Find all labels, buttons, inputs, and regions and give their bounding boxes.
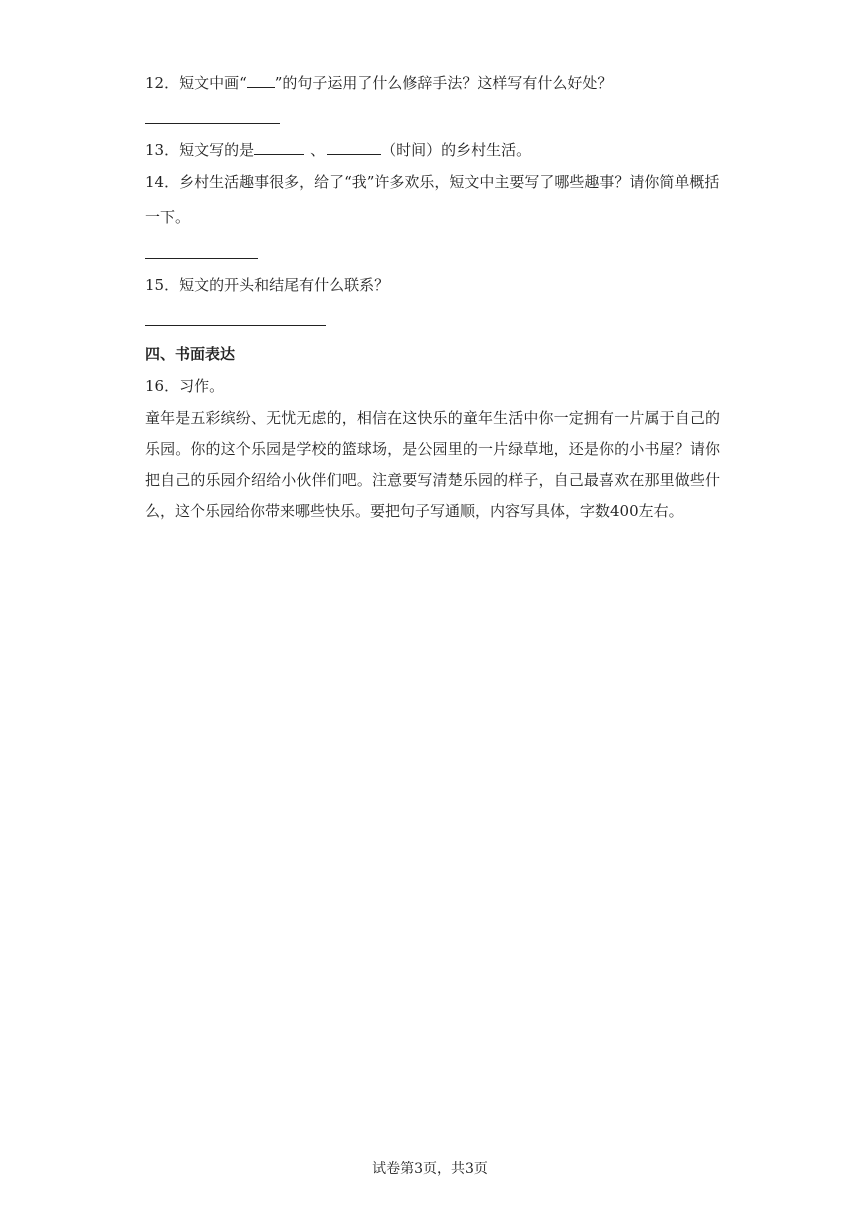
question-14-line-1: 14．乡村生活趣事很多，给了“我”许多欢乐，短文中主要写了哪些趣事？请你简单概括 <box>145 173 720 191</box>
section-title: 四、书面表达 <box>145 345 236 363</box>
answer-blank-2 <box>327 140 381 155</box>
question-13-suffix: （时间）的乡村生活。 <box>381 141 532 159</box>
question-13 <box>145 140 531 160</box>
question-14-line-2: 一下。 <box>145 208 191 226</box>
question-16-label: 16．习作。 <box>145 377 225 395</box>
underline-blank <box>247 73 275 88</box>
question-12-prefix: 12．短文中画“ <box>145 74 247 92</box>
answer-line-15 <box>145 325 326 326</box>
page-number-footer: 试卷第3页，共3页 <box>372 1161 488 1177</box>
question-13-middle: 、 <box>310 141 326 159</box>
answer-line-14 <box>145 258 258 259</box>
question-12-suffix: ”的句子运用了什么修辞手法？这样写有什么好处？ <box>274 74 613 92</box>
answer-blank-1 <box>254 140 304 155</box>
answer-line-12 <box>145 123 280 124</box>
essay-prompt: 童年是五彩缤纷、无忧无虑的，相信在这快乐的童年生活中你一定拥有一片属于自己的乐园。你的这个乐园是学校的篮球场，是公园里的一片绿草地，还是你的小书屋？请你把自己的乐园介绍给小伙伴们吧。注意要写清楚乐园的样子，自己最喜欢在那里做些什么，这个乐园给你带来哪些快乐。要把句子写通顺，内容写具体，字数400左右。 <box>145 409 720 520</box>
question-15: 15．短文的开头和结尾有什么联系？ <box>145 276 390 294</box>
question-12 <box>145 73 612 93</box>
question-13-prefix: 13．短文写的是 <box>145 141 255 159</box>
